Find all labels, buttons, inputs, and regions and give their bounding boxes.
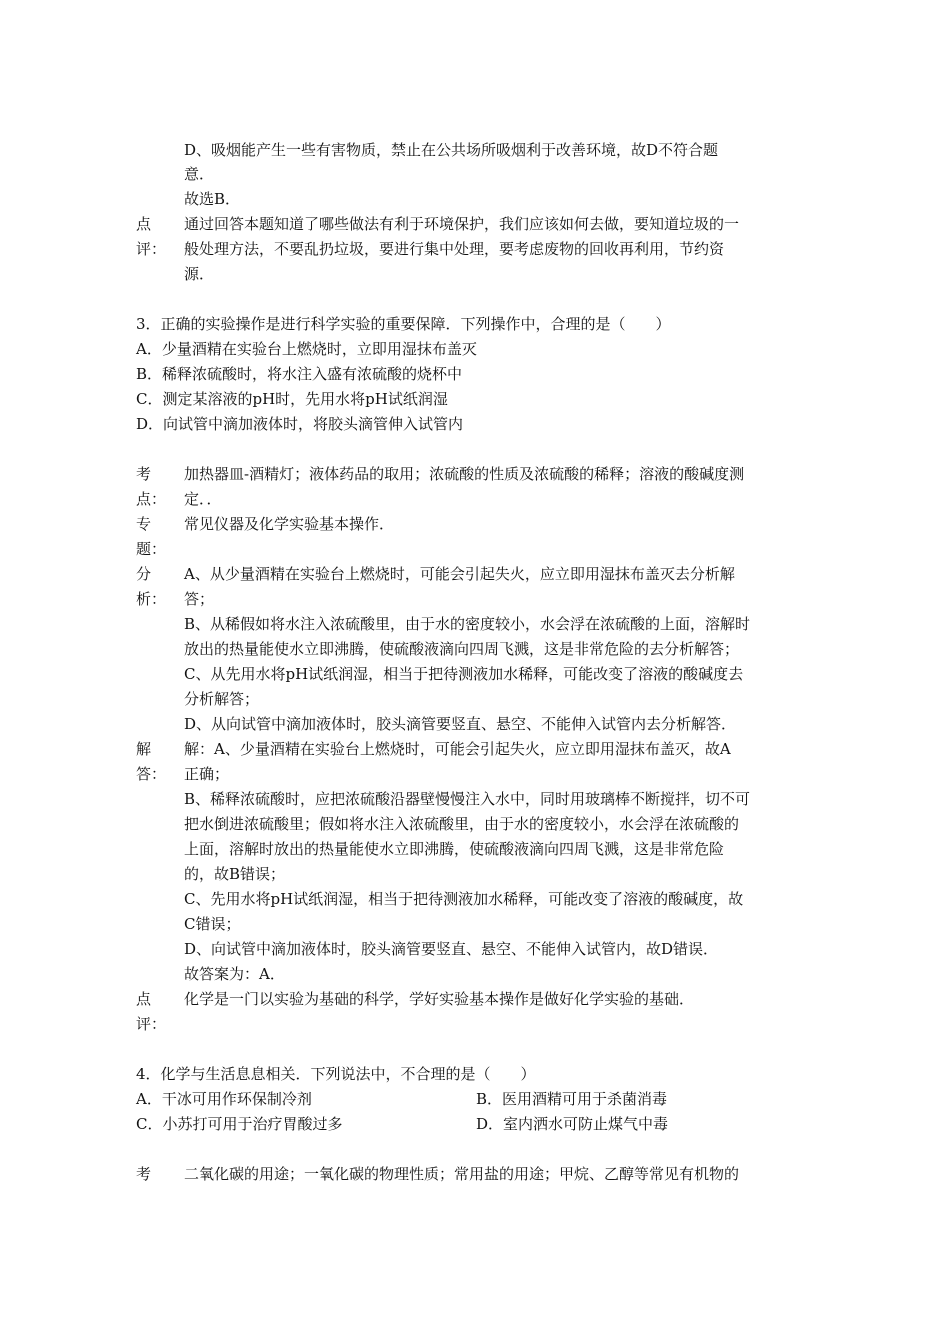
q3-solution-line-9: D、向试管中滴加液体时，胶头滴管要竖直、悬空、不能伸入试管内，故D错误． xyxy=(184,940,719,958)
prev-comment-label: 点 xyxy=(136,215,152,233)
q3-analysis-line-6: 分析解答； xyxy=(184,690,260,708)
q3-solution-line-4: 把水倒进浓硫酸里；假如将水注入浓硫酸里，由于水的密度较小，水会浮在浓硫酸的 xyxy=(184,815,740,833)
prev-option-d-line-2: 意． xyxy=(184,165,215,183)
q3-topic-label-2: 题： xyxy=(136,540,167,558)
q3-analysis-line-2: 答； xyxy=(184,590,215,608)
q3-solution-label-2: 答： xyxy=(136,765,167,783)
q3-option-b: B．稀释浓硫酸时，将水注入盛有浓硫酸的烧杯中 xyxy=(136,365,463,383)
q3-comment-label-2: 评： xyxy=(136,1015,167,1033)
q3-comment-line-1: 化学是一门以实验为基础的科学，学好实验基本操作是做好化学实验的基础． xyxy=(184,990,695,1008)
q3-option-c: C．测定某溶液的pH时，先用水将pH试纸润湿 xyxy=(136,390,448,408)
q3-solution-line-7: C、先用水将pH试纸润湿，相当于把待测液加水稀释，可能改变了溶液的酸碱度，故 xyxy=(184,890,744,908)
q3-analysis-line-7: D、从向试管中滴加液体时，胶头滴管要竖直、悬空、不能伸入试管内去分析解答． xyxy=(184,715,737,733)
q3-analysis-line-1: A、从少量酒精在实验台上燃烧时，可能会引起失火，应立即用湿抹布盖灭去分析解 xyxy=(184,565,735,583)
q3-topic-label: 专 xyxy=(136,515,152,533)
q3-analysis-label-2: 析： xyxy=(136,590,167,608)
q3-knowledge-label-2: 点： xyxy=(136,490,167,508)
q3-solution-line-2: 正确； xyxy=(184,765,230,783)
q4-option-c: C．小苏打可用于治疗胃酸过多 xyxy=(136,1115,343,1133)
q4-knowledge-line-1: 二氧化碳的用途；一氧化碳的物理性质；常用盐的用途；甲烷、乙醇等常见有机物的 xyxy=(184,1165,740,1183)
q3-solution-line-1: 解：A、少量酒精在实验台上燃烧时，可能会引起失火，应立即用湿抹布盖灭，故A xyxy=(184,740,731,758)
q3-knowledge-line-2: 定．． xyxy=(184,490,222,508)
prev-comment-line-3: 源． xyxy=(184,265,215,283)
prev-comment-label-2: 评： xyxy=(136,240,167,258)
q3-option-d: D．向试管中滴加液体时，将胶头滴管伸入试管内 xyxy=(136,415,464,433)
q4-stem: 4．化学与生活息息相关．下列说法中，不合理的是（ ） xyxy=(136,1065,536,1083)
q3-solution-label: 解 xyxy=(136,740,152,758)
q3-comment-label: 点 xyxy=(136,990,152,1008)
q3-analysis-line-5: C、从先用水将pH试纸润湿，相当于把待测液加水稀释，可能改变了溶液的酸碱度去 xyxy=(184,665,744,683)
q3-analysis-line-4: 放出的热量能使水立即沸腾，使硫酸液滴向四周飞溅，这是非常危险的去分析解答； xyxy=(184,640,740,658)
q3-solution-line-6: 的，故B错误； xyxy=(184,865,286,883)
q3-topic-line-1: 常见仪器及化学实验基本操作． xyxy=(184,515,395,533)
prev-comment-line-2: 般处理方法，不要乱扔垃圾，要进行集中处理，要考虑废物的回收再利用，节约资 xyxy=(184,240,725,258)
prev-comment-line-1: 通过回答本题知道了哪些做法有利于环境保护，我们应该如何去做，要知道垃圾的一 xyxy=(184,215,740,233)
q3-solution-line-8: C错误； xyxy=(184,915,241,933)
q3-solution-line-5: 上面，溶解时放出的热量能使水立即沸腾，使硫酸液滴向四周飞溅，这是非常危险 xyxy=(184,840,725,858)
q4-option-a: A．干冰可用作环保制冷剂 xyxy=(136,1090,312,1108)
q4-option-b: B．医用酒精可用于杀菌消毒 xyxy=(476,1090,668,1108)
q4-option-d: D．室内洒水可防止煤气中毒 xyxy=(476,1115,669,1133)
q3-solution-line-3: B、稀释浓硫酸时，应把浓硫酸沿器壁慢慢注入水中，同时用玻璃棒不断搅拌，切不可 xyxy=(184,790,751,808)
prev-option-d-line-1: D、吸烟能产生一些有害物质，禁止在公共场所吸烟利于改善环境，故D不符合题 xyxy=(184,141,719,159)
q3-stem: 3．正确的实验操作是进行科学实验的重要保障．下列操作中，合理的是（ ） xyxy=(136,315,671,333)
q3-option-a: A．少量酒精在实验台上燃烧时，立即用湿抹布盖灭 xyxy=(136,340,477,358)
q3-knowledge-label: 考 xyxy=(136,465,152,483)
q3-analysis-line-3: B、从稀假如将水注入浓硫酸里，由于水的密度较小，水会浮在浓硫酸的上面，溶解时 xyxy=(184,615,751,633)
prev-answer: 故选B． xyxy=(184,190,241,208)
q4-knowledge-label: 考 xyxy=(136,1165,152,1183)
q3-knowledge-line-1: 加热器皿-酒精灯；液体药品的取用；浓硫酸的性质及浓硫酸的稀释；溶液的酸碱度测 xyxy=(184,465,745,483)
q3-solution-line-10: 故答案为：A． xyxy=(184,965,285,983)
q3-analysis-label: 分 xyxy=(136,565,152,583)
